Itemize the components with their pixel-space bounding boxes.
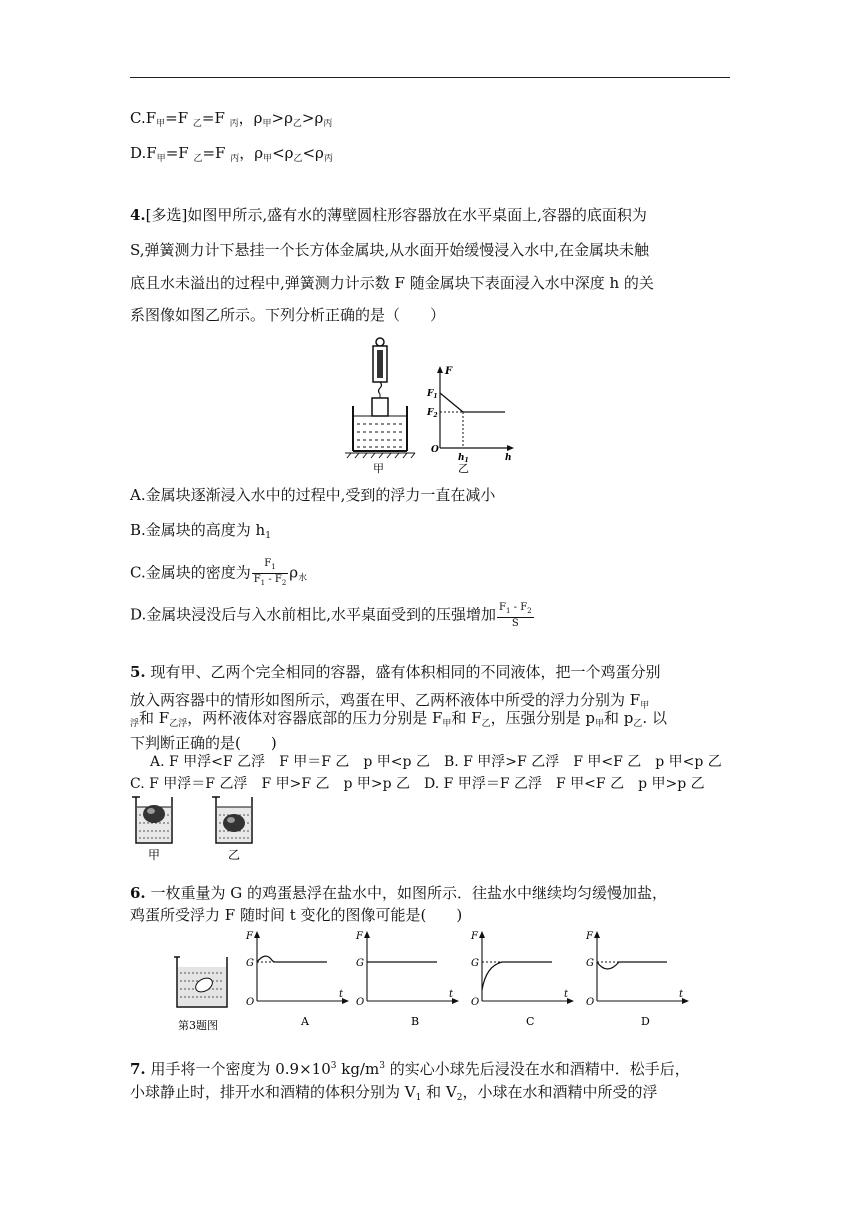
svg-text:C: C bbox=[526, 1015, 535, 1028]
q4-option-c: C.金属块的密度为 $\frac{F_1}{F_1 - F_2}$ $\rho_水$ bbox=[130, 558, 308, 587]
q5-line1: 5. 现有甲、乙两个完全相同的容器，盛有体积相同的不同液体，把一个鸡蛋分别 bbox=[130, 663, 661, 681]
svg-text:F2: $F_2$ bbox=[427, 408, 438, 419]
svg-text:F: F bbox=[471, 931, 478, 942]
q4-line4: 系图像如图乙所示。下列分析正确的是（ ） bbox=[130, 306, 446, 324]
q7-line1: 7. 用手将一个密度为 $0.9\times 10^3$ $kg/m^3$ 的实心小球先后浸没在水和酒精中．松手后， bbox=[130, 1060, 690, 1078]
svg-text:A: A bbox=[301, 1015, 309, 1028]
q6-line2: 鸡蛋所受浮力 F 随时间 t 变化的图像可能是( ) bbox=[130, 906, 463, 924]
svg-text:G: G bbox=[586, 958, 594, 969]
svg-text:t: t bbox=[339, 989, 344, 1000]
header-rule bbox=[130, 77, 730, 78]
f-h-graph bbox=[426, 366, 514, 475]
option-d-prev: $D.F_甲=F$ $_乙$=F $_丙$，$\rho_甲<\rho_乙<\rho_丙$ bbox=[130, 144, 333, 164]
fig-label-jia: 甲 bbox=[373, 462, 384, 475]
q5-line3: $_浮$和 $F_{乙浮}$，两杯液体对容器底部的压力分别是 $F_甲$和 $F_乙$，压强分别是 $p_甲$和 $p_乙$. 以 bbox=[130, 709, 667, 729]
q4-option-a: A.金属块逐渐浸入水中的过程中,受到的浮力一直在减小 bbox=[130, 486, 496, 504]
svg-text:O: O bbox=[586, 997, 595, 1008]
q5-line2: 放入两容器中的情形如图所示，鸡蛋在甲、乙两杯液体中所受的浮力分别为 $F_甲$ bbox=[130, 691, 650, 711]
graph-option-a bbox=[245, 931, 349, 1028]
q4-line1: 4.[多选]如图甲所示,盛有水的薄壁圆柱形容器放在水平桌面上,容器的底面积为 bbox=[130, 206, 647, 224]
graph-option-d bbox=[585, 931, 689, 1028]
svg-text:t: t bbox=[564, 989, 569, 1000]
graph-option-c bbox=[470, 931, 574, 1028]
svg-text:乙: 乙 bbox=[228, 848, 241, 862]
beaker-icon bbox=[174, 957, 227, 1007]
svg-text:D: D bbox=[641, 1015, 650, 1028]
svg-text:甲: 甲 bbox=[148, 848, 161, 862]
svg-text:t: t bbox=[449, 989, 454, 1000]
svg-text:F: F bbox=[246, 931, 253, 942]
svg-text:h1: $h_1$ bbox=[458, 453, 469, 464]
q4-line3: 底且水未溢出的过程中,弹簧测力计示数 F 随金属块下表面浸入水中深度 h 的关 bbox=[130, 274, 654, 292]
svg-text:t: t bbox=[679, 989, 684, 1000]
beaker-jia-icon bbox=[132, 797, 172, 843]
q4-option-b: B.金属块的高度为 $h_1$ bbox=[130, 521, 271, 541]
svg-text:F: F bbox=[356, 931, 363, 942]
q4-figure bbox=[345, 336, 525, 476]
graph-option-b bbox=[355, 931, 459, 1028]
option-c-prev: $C.F_甲=F$ $_乙$=F $_丙$，$\rho_甲>\rho_乙>\rho_丙$ bbox=[130, 109, 333, 129]
svg-text:F: F bbox=[445, 366, 453, 377]
svg-text:G: G bbox=[471, 958, 479, 969]
q6-figure bbox=[170, 925, 700, 1035]
svg-text:O: O bbox=[246, 997, 255, 1008]
q7-line2: 小球静止时，排开水和酒精的体积分别为 $V_1$ 和 $V_2$，小球在水和酒精中所受的浮 bbox=[130, 1083, 658, 1103]
svg-text:O: O bbox=[471, 997, 480, 1008]
container-icon bbox=[345, 398, 415, 458]
q4-option-d: D.金属块浸没后与入水前相比,水平桌面受到的压强增加 $\frac{F_1 - F_2}{S}$ bbox=[130, 602, 532, 629]
spring-scale-icon bbox=[373, 338, 387, 398]
q5-options-cd: C. F 甲浮＝F 乙浮 F 甲>F 乙 p 甲>p 乙 D. F 甲浮＝F 乙浮 F 甲<F 乙 p 甲>p 乙 bbox=[130, 776, 705, 792]
q5-options-ab: A. F 甲浮<F 乙浮 F 甲＝F 乙 p 甲<p 乙 B. F 甲浮>F 乙浮 F 甲<F 乙 p 甲<p 乙 bbox=[150, 754, 722, 770]
svg-text:G: G bbox=[246, 958, 254, 969]
svg-text:O: O bbox=[356, 997, 365, 1008]
svg-text:F: F bbox=[586, 931, 593, 942]
q4-line2: S,弹簧测力计下悬挂一个长方体金属块,从水面开始缓慢浸入水中,在金属块未触 bbox=[130, 241, 650, 259]
svg-text:F1: $F_1$ bbox=[427, 389, 438, 400]
svg-text:G: G bbox=[356, 958, 364, 969]
q6-line1: 6. 一枚重量为 G 的鸡蛋悬浮在盐水中，如图所示．往盐水中继续均匀缓慢加盐， bbox=[130, 884, 667, 902]
svg-text:B: B bbox=[411, 1015, 420, 1028]
q5-figure bbox=[128, 795, 268, 863]
svg-text:第3题图: 第3题图 bbox=[178, 1019, 218, 1032]
svg-text:O: O bbox=[431, 445, 439, 455]
fig-label-yi: 乙 bbox=[458, 462, 469, 475]
beaker-yi-icon bbox=[212, 797, 252, 843]
q5-line4: 下判断正确的是( ) bbox=[130, 734, 277, 752]
svg-text:h: h bbox=[505, 453, 512, 463]
